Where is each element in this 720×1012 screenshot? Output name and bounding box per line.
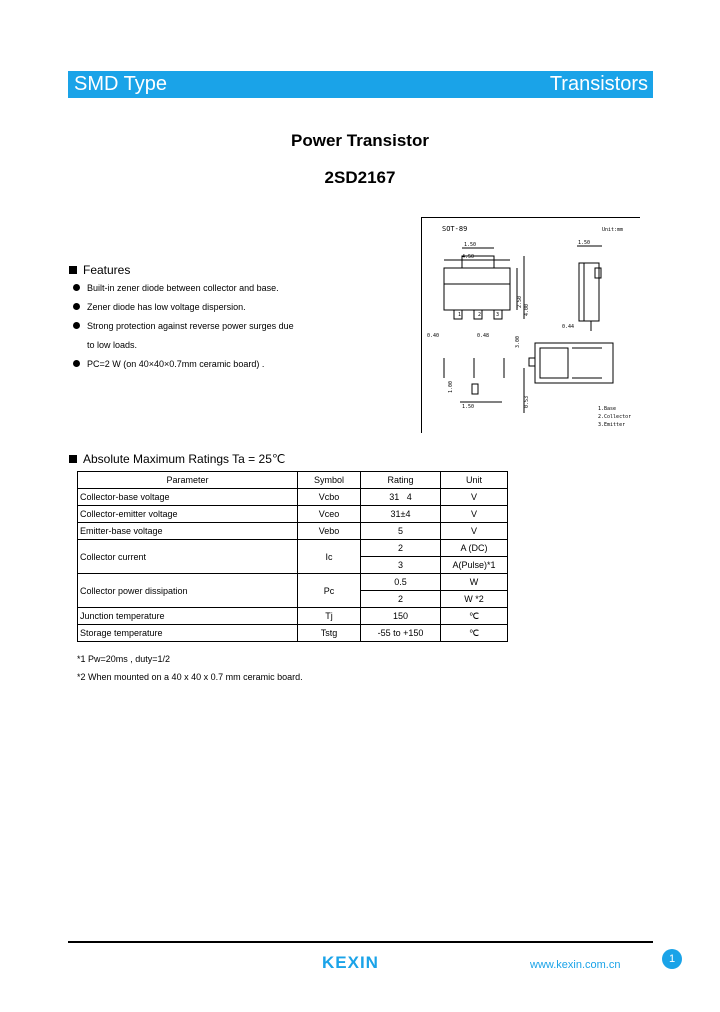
pin-1-label: 1 (458, 312, 462, 318)
dim-5: 0.48 (477, 333, 490, 339)
symbol-cell: Vebo (298, 523, 361, 540)
dim-12: 1.00 (448, 380, 454, 393)
rating-cell: 150 (361, 608, 441, 625)
dim-4: 0.40 (427, 333, 440, 339)
legend-collector: 2.Collector (598, 414, 632, 420)
unit-cell: V (441, 523, 508, 540)
bullet-dot-icon (73, 303, 80, 310)
symbol-cell: Tstg (298, 625, 361, 642)
bullet-dot-icon (73, 322, 80, 329)
rating-cell: 0.5 (361, 574, 441, 591)
features-heading: Features (69, 263, 130, 277)
dim-11: 0.53 (524, 395, 530, 408)
ratings-heading: Absolute Maximum Ratings Ta = 25℃ (69, 452, 285, 466)
rating-cell: -55 to +150 (361, 625, 441, 642)
symbol-cell: Vceo (298, 506, 361, 523)
feature-item: Built-in zener diode between collector and base. (73, 282, 333, 301)
footnote-1: *1 Pw=20ms , duty=1/2 (77, 654, 171, 664)
bullet-dot-icon (73, 284, 80, 291)
legend-base: 1.Base (598, 406, 617, 412)
unit-label: Unit:mm (602, 227, 624, 233)
document-title: Power Transistor (291, 131, 429, 150)
package-label: SOT-89 (442, 225, 468, 233)
dim-2: 4.50 (462, 254, 475, 260)
unit-cell: A(Pulse)*1 (441, 557, 508, 574)
feature-item: Zener diode has low voltage dispersion. (73, 301, 333, 320)
footer-divider (68, 941, 653, 943)
bullet-dot-icon (73, 360, 80, 367)
column-header: Parameter (78, 472, 298, 489)
unit-cell: V (441, 489, 508, 506)
ratings-table (77, 471, 508, 642)
rating-cell: 5 (361, 523, 441, 540)
features-list (73, 282, 333, 377)
table-row (78, 489, 508, 506)
param-cell: Collector power dissipation (78, 574, 298, 608)
table-row (78, 506, 508, 523)
table-row (78, 523, 508, 540)
unit-cell: A (DC) (441, 540, 508, 557)
bullet-square-icon (69, 266, 77, 274)
unit-cell: W *2 (441, 591, 508, 608)
rating-cell: 31±4 (361, 506, 441, 523)
symbol-cell: Pc (298, 574, 361, 608)
symbol-cell: Vcbo (298, 489, 361, 506)
package-outline-diagram (421, 217, 640, 433)
unit-cell: ℃ (441, 625, 508, 642)
footnote-2: *2 When mounted on a 40 x 40 x 0.7 mm ceramic board. (77, 672, 303, 682)
symbol-cell: Ic (298, 540, 361, 574)
part-number: 2SD2167 (324, 168, 396, 187)
column-header: Symbol (298, 472, 361, 489)
dim-6: 0.44 (562, 324, 575, 330)
unit-cell: W (441, 574, 508, 591)
feature-item: Strong protection against reverse power surges due (73, 320, 333, 339)
dim-7: 1.50 (462, 404, 475, 410)
dim-1: 1.50 (464, 242, 477, 248)
param-cell: Emitter-base voltage (78, 523, 298, 540)
sot89-drawing (422, 218, 640, 433)
param-cell: Collector-emitter voltage (78, 506, 298, 523)
rating-cell: 31 4 (361, 489, 441, 506)
column-header: Rating (361, 472, 441, 489)
dim-8: 2.50 (517, 295, 523, 308)
table-row (78, 625, 508, 642)
symbol-cell: Tj (298, 608, 361, 625)
pin-3-label: 3 (496, 312, 500, 318)
legend-emitter: 3.Emitter (598, 422, 626, 428)
dim-10: 3.00 (515, 335, 521, 348)
dim-3: 1.50 (578, 240, 591, 246)
table-row (78, 574, 508, 591)
column-header: Unit (441, 472, 508, 489)
dim-9: 4.00 (524, 303, 530, 316)
unit-cell: ℃ (441, 608, 508, 625)
bullet-square-icon (69, 455, 77, 463)
rating-cell: 2 (361, 591, 441, 608)
param-cell: Storage temperature (78, 625, 298, 642)
page-number-badge: 1 (662, 949, 682, 969)
feature-item: PC=2 W (on 40×40×0.7mm ceramic board) . (73, 358, 333, 377)
table-row (78, 540, 508, 557)
rating-cell: 2 (361, 540, 441, 557)
pin-2-label: 2 (478, 312, 482, 318)
table-row (78, 608, 508, 625)
param-cell: Collector current (78, 540, 298, 574)
rating-cell: 3 (361, 557, 441, 574)
param-cell: Collector-base voltage (78, 489, 298, 506)
product-category: SMD Type (74, 73, 167, 95)
param-cell: Junction temperature (78, 608, 298, 625)
header-banner (68, 71, 653, 98)
product-family: Transistors (549, 73, 648, 95)
kexin-logo: KEXIN (322, 953, 379, 972)
table-header-row (78, 472, 508, 489)
unit-cell: V (441, 506, 508, 523)
feature-continuation: to low loads. (87, 340, 138, 350)
website-link[interactable]: www.kexin.com.cn (530, 959, 621, 971)
